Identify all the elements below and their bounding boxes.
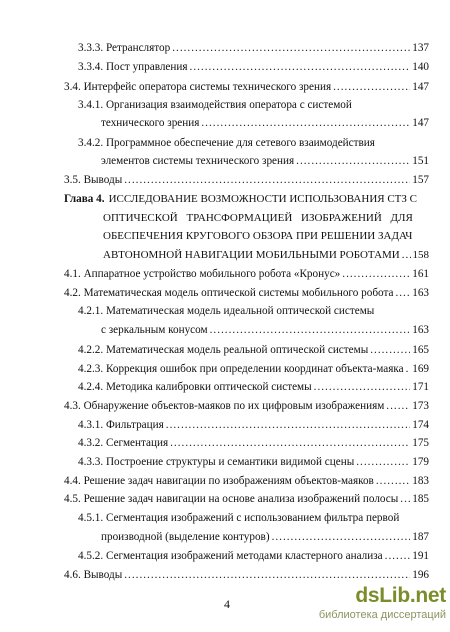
dot-leader	[201, 116, 410, 130]
dot-leader	[395, 286, 410, 300]
toc-entry-title: 3.4. Интерфейс оператора системы технического зрения	[64, 81, 332, 93]
dot-leader	[190, 60, 411, 74]
toc-entry	[101, 116, 429, 130]
toc-entry	[64, 80, 429, 94]
toc-entry-title: 4.5.1. Сегментация изображений с использованием фильтра первой	[78, 512, 400, 524]
toc-entry	[64, 474, 429, 488]
toc-entry-title: АВТОНОМНОЙ НАВИГАЦИИ МОБИЛЬНЫМИ РОБОТАМИ	[103, 249, 400, 261]
dot-leader	[172, 41, 410, 55]
dot-leader	[272, 530, 411, 544]
toc-entry-title: 4.1. Аппаратное устройство мобильного робота «Кронус»	[64, 268, 341, 280]
toc-entry-title: с зеркальным конусом	[101, 324, 208, 336]
toc-entry-title: 4.2. Математическая модель оптической системы мобильного робота	[64, 287, 394, 299]
toc-entry	[78, 41, 429, 55]
toc-entry-page: 157	[412, 174, 429, 186]
toc-entry	[64, 568, 429, 582]
toc-entry-title: 4.6. Выводы	[64, 569, 123, 581]
toc-entry-title: технического зрения	[101, 117, 200, 129]
toc-entry	[64, 492, 429, 506]
dot-leader	[166, 418, 410, 432]
toc-entry	[78, 304, 429, 318]
dot-leader	[170, 436, 410, 450]
dot-leader	[370, 343, 410, 357]
chapter-title-text: ОПТИЧЕСКОЙ ТРАНСФОРМАЦИЕЙ ИЗОБРАЖЕНИЙ ДЛЯ	[103, 212, 413, 224]
dot-leader	[402, 248, 411, 262]
toc-entry-title: элементов системы технического зрения	[101, 155, 295, 167]
dot-leader	[406, 362, 411, 376]
toc-entry-title: 3.3.3. Ретранслятор	[78, 42, 171, 54]
toc-entry-title: 3.4.2. Программное обеспечение для сетевого взаимодействия	[78, 137, 375, 149]
dot-leader	[124, 173, 410, 187]
toc-entry-title: 4.2.2. Математическая модель реальной оптической системы	[78, 344, 369, 356]
toc-entry-title: 4.5.2. Сегментация изображений методами кластерного анализа	[78, 550, 383, 562]
toc-entry	[101, 530, 429, 544]
toc-entry	[64, 267, 429, 281]
chapter-heading	[64, 192, 429, 206]
page-number: 4	[224, 597, 230, 611]
toc-entry	[78, 98, 429, 112]
dot-leader	[400, 492, 410, 506]
toc-entry-page: 147	[412, 117, 429, 129]
toc-entry-page: 187	[412, 531, 429, 543]
watermark	[318, 584, 446, 628]
chapter-title-line	[103, 211, 429, 225]
dot-leader	[386, 399, 410, 413]
toc-entry-page: 179	[412, 456, 429, 468]
toc-entry-title: 3.5. Выводы	[64, 174, 123, 186]
toc-entry-title: 4.2.3. Коррекция ошибок при определении координат объекта-маяка	[78, 363, 404, 375]
dot-leader	[356, 455, 410, 469]
toc-entry-title: 4.3. Обнаружение объектов-маяков по их цифровым изображениям	[64, 400, 385, 412]
dot-leader	[333, 80, 410, 94]
toc-entry	[78, 380, 429, 394]
toc-entry-page: 163	[412, 287, 429, 299]
toc-entry-page: 161	[412, 268, 429, 280]
toc-entry-title: производной (выделение контуров)	[101, 531, 270, 543]
chapter-title-text: ОБЕСПЕЧЕНИЯ КРУГОВОГО ОБЗОРА ПРИ РЕШЕНИИ ЗАДАЧ	[103, 230, 413, 242]
watermark-subtitle: библиотека диссертаций	[318, 609, 446, 621]
toc-entry-page: 175	[412, 437, 429, 449]
toc-entry-title: 3.4.1. Организация взаимодействия оператора с системой	[78, 99, 352, 111]
toc-entry	[78, 60, 429, 74]
toc-entry-page: 140	[412, 61, 429, 73]
toc-entry-title: 4.3.3. Построение структуры и семантики видимой сцены	[78, 456, 355, 468]
watermark-site: dsLib.net	[355, 584, 446, 607]
toc-entry	[64, 173, 429, 187]
chapter-title-line	[103, 229, 429, 243]
toc-entry	[78, 343, 429, 357]
toc-entry	[78, 436, 429, 450]
chapter-label: Глава 4.	[64, 193, 105, 205]
dot-leader	[296, 154, 410, 168]
toc-entry-title: 3.3.4. Пост управления	[78, 61, 188, 73]
dot-leader	[376, 474, 410, 488]
dot-leader	[210, 323, 411, 337]
toc-entry-page: 173	[412, 400, 429, 412]
toc-entry-page: 183	[412, 475, 429, 487]
toc-entry-title: 4.3.1. Фильтрация	[78, 419, 164, 431]
toc-entry	[64, 286, 429, 300]
toc-entry	[78, 362, 429, 376]
dot-leader	[342, 267, 410, 281]
toc-entry-title: 4.5. Решение задач навигации на основе анализа изображений полосы	[64, 493, 399, 505]
toc-entry-page: 165	[412, 344, 429, 356]
dot-leader	[314, 380, 411, 394]
toc-entry	[103, 248, 429, 262]
toc-entry-title: 4.2.1. Математическая модель идеальной оптической системы	[78, 305, 375, 317]
toc-entry	[78, 455, 429, 469]
toc-entry-page: 174	[412, 419, 429, 431]
toc-entry	[78, 511, 429, 525]
toc-entry	[78, 136, 429, 150]
toc-entry	[64, 399, 429, 413]
toc-entry	[78, 418, 429, 432]
chapter-title-line: ИССЛЕДОВАНИЕ ВОЗМОЖНОСТИ ИСПОЛЬЗОВАНИЯ СТЗ С	[108, 193, 417, 205]
toc-entry-page: 137	[412, 42, 429, 54]
toc-entry-title: 4.3.2. Сегментация	[78, 437, 169, 449]
toc-entry-page: 163	[412, 324, 429, 336]
toc-entry-page: 171	[412, 381, 429, 393]
toc-entry-page: 185	[412, 493, 429, 505]
toc-entry	[101, 323, 429, 337]
toc-entry-title: 4.2.4. Методика калибровки оптической системы	[78, 381, 312, 393]
dot-leader	[124, 568, 410, 582]
toc-entry	[101, 154, 429, 168]
toc-entry-page: 147	[412, 81, 429, 93]
toc-entry-page: 151	[412, 155, 429, 167]
dot-leader	[385, 549, 411, 563]
toc-entry-title: 4.4. Решение задач навигации по изображениям объектов-маяков	[64, 475, 374, 487]
toc-entry-page: 169	[412, 363, 429, 375]
toc-entry-page: 191	[412, 550, 429, 562]
toc-entry	[78, 549, 429, 563]
toc-entry-page: 158	[412, 249, 429, 261]
toc-entry-page: 196	[412, 569, 429, 581]
